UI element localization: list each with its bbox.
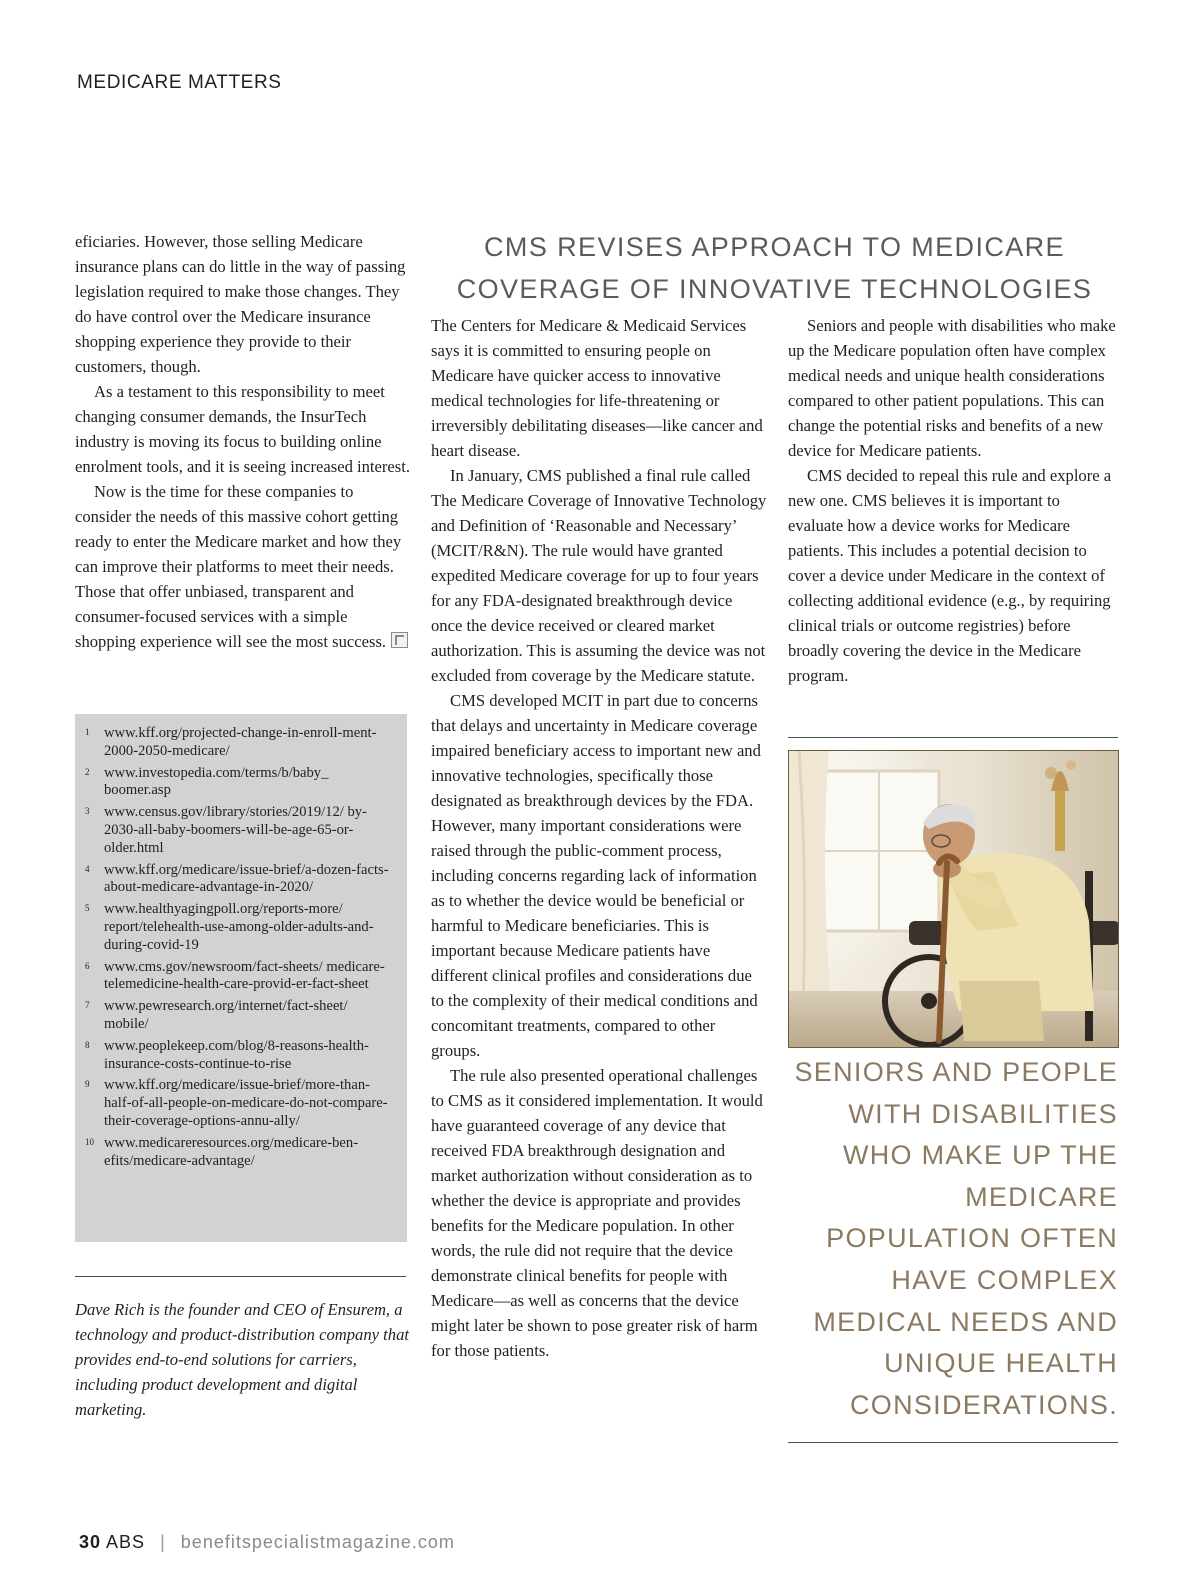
- reference-item: [85, 998, 395, 1034]
- reference-item: [85, 862, 395, 898]
- reference-number: 8: [85, 1039, 90, 1050]
- magazine-name: ABS: [106, 1532, 146, 1552]
- body-paragraph: The rule also presented operational challenges to CMS as it considered implementation. It would have guaranteed coverage of any device that received FDA breakthrough designation and market authorization without consideration as to whether the device is appropriate and provides benefits for the Medicare population. In other words, the rule did not require that the device demonstrate clinical benefits for people with Medicare—as well as concerns that the device might later be shown to pose greater risk of harm for those patients.: [431, 1066, 763, 1360]
- reference-number: 6: [85, 960, 90, 971]
- body-paragraph: As a testament to this responsibility to meet changing consumer demands, the InsurTech industry is moving its focus to building online enrolment tools, and it is seeing increased interest.: [75, 382, 411, 476]
- body-paragraph: CMS decided to repeal this rule and explore a new one. CMS believes it is important to evaluate how a device works for Medicare patients. This includes a potential decision to cover a device under Medicare in the context of collecting additional evidence (e.g., by requiring clinical trials or outcome registries) before broadly covering the device in the Medicare program.: [788, 466, 1112, 685]
- reference-number: 5: [85, 903, 90, 914]
- reference-url[interactable]: www.healthyagingpoll.org/reports-more/ report/telehealth-use-among-older-adults-and-during-covid-19: [104, 901, 374, 953]
- reference-url[interactable]: www.kff.org/projected-change-in-enroll-ment-2000-2050-medicare/: [104, 725, 377, 759]
- photo-top-divider: [788, 737, 1118, 738]
- reference-number: 2: [85, 766, 90, 777]
- body-paragraph: [75, 479, 410, 654]
- reference-item: [85, 1135, 395, 1171]
- reference-url[interactable]: www.pewresearch.org/internet/fact-sheet/ mobile/: [104, 998, 348, 1032]
- reference-item: [85, 725, 395, 761]
- reference-number: 1: [85, 727, 90, 737]
- reference-url[interactable]: www.kff.org/medicare/issue-brief/a-dozen-facts-about-medicare-advantage-in-2020/: [104, 861, 389, 896]
- article-column-middle: [431, 313, 767, 1363]
- reference-number: 3: [85, 806, 90, 817]
- body-paragraph: The Centers for Medicare & Medicaid Services says it is committed to ensuring people on Medicare have quicker access to innovative medical technologies for life-threatening or irreversibly debilitating diseases—like cancer and heart disease.: [431, 316, 763, 460]
- senior-man-photo: [788, 750, 1119, 1048]
- reference-number: 7: [85, 1000, 90, 1011]
- reference-item: [85, 959, 395, 995]
- photo-illustration: [789, 751, 1119, 1048]
- reference-url[interactable]: www.kff.org/medicare/issue-brief/more-than-half-of-all-people-on-medicare-do-not-compare-their-coverage-options-annu-ally/: [104, 1077, 388, 1129]
- reference-url[interactable]: www.medicareresources.org/medicare-ben-efits/medicare-advantage/: [104, 1134, 359, 1169]
- reference-url[interactable]: www.peoplekeep.com/blog/8-reasons-health-insurance-costs-continue-to-rise: [104, 1037, 369, 1072]
- reference-url[interactable]: www.census.gov/library/stories/2019/12/ by-2030-all-baby-boomers-will-be-age-65-or-older.html: [104, 804, 367, 856]
- reference-item: [85, 765, 395, 801]
- reference-number: 4: [85, 863, 90, 874]
- page-footer: [79, 1532, 455, 1553]
- footer-separator: |: [160, 1532, 166, 1552]
- body-paragraph: Seniors and people with disabilities who make up the Medicare population often have complex medical needs and unique health considerations compared to other patient populations. This can change the potential risks and benefits of a new device for Medicare patients.: [788, 316, 1116, 460]
- reference-url[interactable]: www.investopedia.com/terms/b/baby_ boomer.asp: [104, 764, 329, 799]
- body-paragraph-text: Now is the time for these companies to consider the needs of this massive cohort getting ready to enter the Medicare market and how they can improve their platforms to meet their needs. Those that offer unbiased, transparent and consumer-focused services with a simple shopping experience will see the most success.: [75, 482, 402, 651]
- body-paragraph: eficiaries. However, those selling Medicare insurance plans can do little in the way of passing legislation required to make those changes. They do have control over the Medicare insurance shopping experience they provide to their customers, though.: [75, 232, 406, 376]
- abs-logo-icon: [391, 632, 408, 648]
- reference-item: [85, 804, 395, 857]
- pull-quote: SENIORS AND PEOPLE WITH DISABILITIES WHO MAKE UP THE MEDICARE POPULATION OFTEN HAVE COMPLEX MEDICAL NEEDS AND UNIQUE HEALTH CONSIDERATIONS.: [794, 1057, 1118, 1420]
- references-box: [75, 714, 407, 1242]
- reference-number: 10: [85, 1136, 94, 1147]
- reference-item: [85, 901, 395, 954]
- section-label: MEDICARE MATTERS: [77, 72, 282, 93]
- author-bio: Dave Rich is the founder and CEO of Ensurem, a technology and product-distribution company that provides end-to-end solutions for carriers, including product development and digital marketing.: [75, 1300, 409, 1419]
- reference-item: [85, 1038, 395, 1074]
- reference-item: [85, 1077, 395, 1130]
- page-number: 30: [79, 1532, 102, 1552]
- bio-divider: [75, 1276, 406, 1277]
- left-column: [75, 229, 410, 654]
- body-paragraph: In January, CMS published a final rule called The Medicare Coverage of Innovative Technology and Definition of ‘Reasonable and Necessary’ (MCIT/R&N). The rule would have granted expedited Medicare coverage for up to four years for any FDA-designated breakthrough device once the device received or cleared market authorization. This is assuming the device was not excluded from coverage by the Medicare statute.: [431, 466, 767, 685]
- reference-number: 9: [85, 1079, 90, 1090]
- article-title: CMS REVISES APPROACH TO MEDICARE COVERAGE OF INNOVATIVE TECHNOLOGIES: [456, 232, 1093, 304]
- pull-quote-bottom-divider: [788, 1442, 1118, 1443]
- reference-url[interactable]: www.cms.gov/newsroom/fact-sheets/ medicare-telemedicine-health-care-provid-er-fact-sheet: [104, 958, 385, 993]
- website-link[interactable]: benefitspecialistmagazine.com: [180, 1532, 455, 1552]
- body-paragraph: CMS developed MCIT in part due to concerns that delays and uncertainty in Medicare coverage impaired beneficiary access to important new and innovative technologies, specifically those designated as breakthrough devices by the FDA. However, many important considerations were raised through the public-comment process, including concerns regarding lack of information as to whether the device would be beneficial or harmful to Medicare beneficiaries. This is important because Medicare patients have different clinical profiles and considerations due to the complexity of their medical conditions and concomitant treatments, compared to other groups.: [431, 691, 761, 1060]
- article-column-right: [788, 313, 1118, 688]
